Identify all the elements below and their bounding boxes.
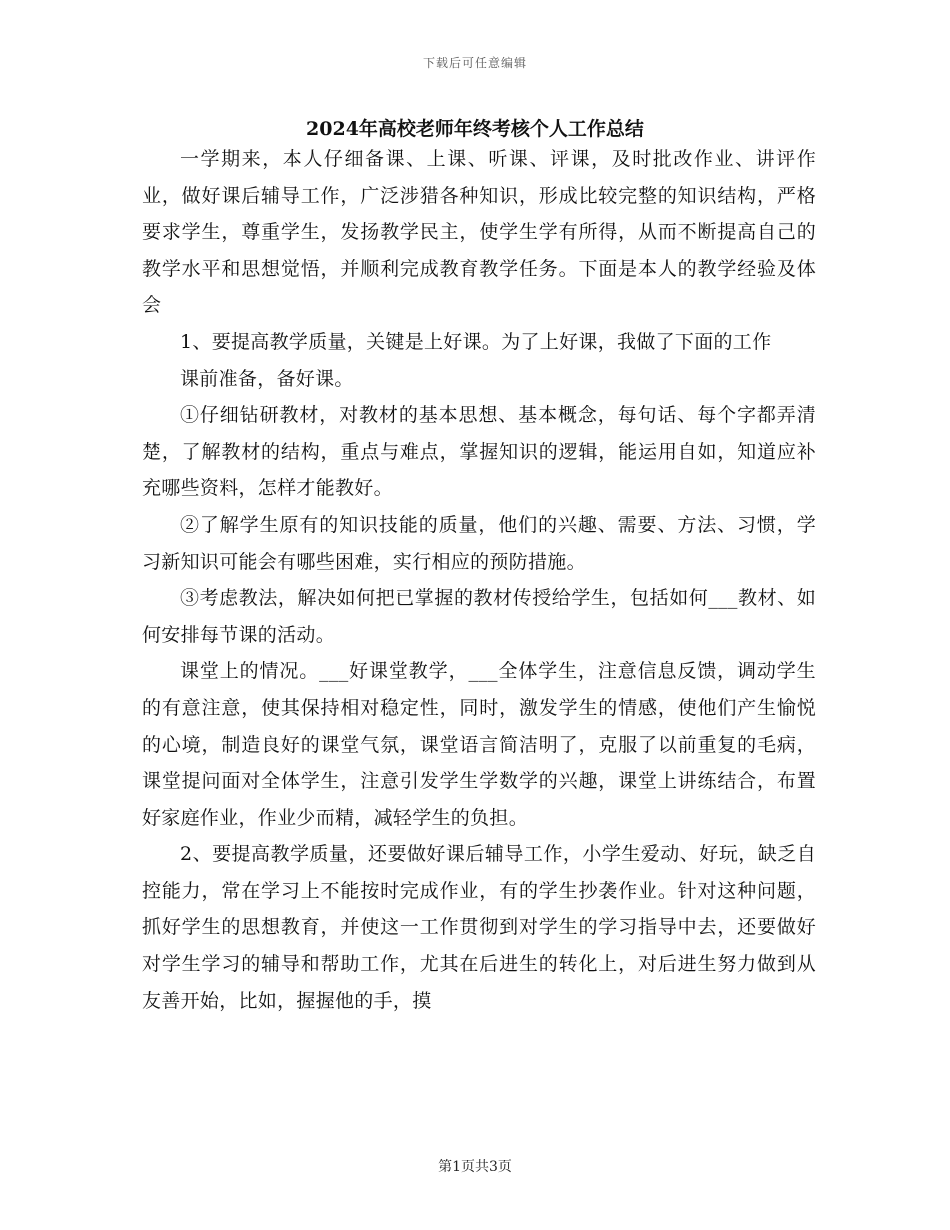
paragraph-point-1: 1、要提高教学质量，关键是上好课。为了上好课，我做了下面的工作 [180, 330, 772, 353]
paragraph-classroom: 课堂上的情况。___好课堂教学，___全体学生，注意信息反馈，调动学生的有意注意，使其保持相对稳定性，同时，激发学生的情感，使他们产生愉悦的心境，制造良好的课堂气氛，课堂语言简洁明了，克服了以前重复的毛病，课堂提问面对全体学生，注意引发学生学数学的兴趣，课堂上讲练结合，布置好家庭作业，作业少而精，减轻学生的负担。 [142, 660, 816, 829]
document-title: 2024年高校老师年终考核个人工作总结 [306, 118, 644, 140]
paragraph-intro: 一学期来，本人仔细备课、上课、听课、评课，及时批改作业、讲评作业，做好课后辅导工作，广泛涉猎各种知识，形成比较完整的知识结构，严格要求学生，尊重学生，发扬教学民主，使学生学有所得，从而不断提高自己的教学水平和思想觉悟，并顺利完成教育教学任务。下面是本人的教学经验及体会 [142, 148, 816, 317]
paragraph-know-students: ②了解学生原有的知识技能的质量，他们的兴趣、需要、方法、习惯，学习新知识可能会有哪些困难，实行相应的预防措施。 [142, 513, 816, 573]
document-body [142, 141, 816, 1019]
paragraph-lesson-prep: 课前准备，备好课。 [180, 367, 354, 390]
paragraph-study-materials: ①仔细钻研教材，对教材的基本思想、基本概念，每句话、每个字都弄清楚，了解教材的结构，重点与难点，掌握知识的逻辑，能运用自如，知道应补充哪些资料，怎样才能教好。 [142, 404, 816, 500]
header-note: 下载后可任意编辑 [422, 56, 527, 70]
paragraph-teaching-method: ③考虑教法，解决如何把已掌握的教材传授给学生，包括如何___教材、如何安排每节课的活动。 [142, 587, 816, 646]
page-number: 第1页共3页 [438, 1159, 512, 1175]
paragraph-point-2: 2、要提高教学质量，还要做好课后辅导工作，小学生爱动、好玩，缺乏自控能力，常在学习上不能按时完成作业，有的学生抄袭作业。针对这种问题，抓好学生的思想教育，并使这一工作贯彻到对学生的学习指导中去，还要做好对学生学习的辅导和帮助工作，尤其在后进生的转化上，对后进生努力做到从友善开始，比如，握握他的手，摸 [142, 843, 816, 1012]
